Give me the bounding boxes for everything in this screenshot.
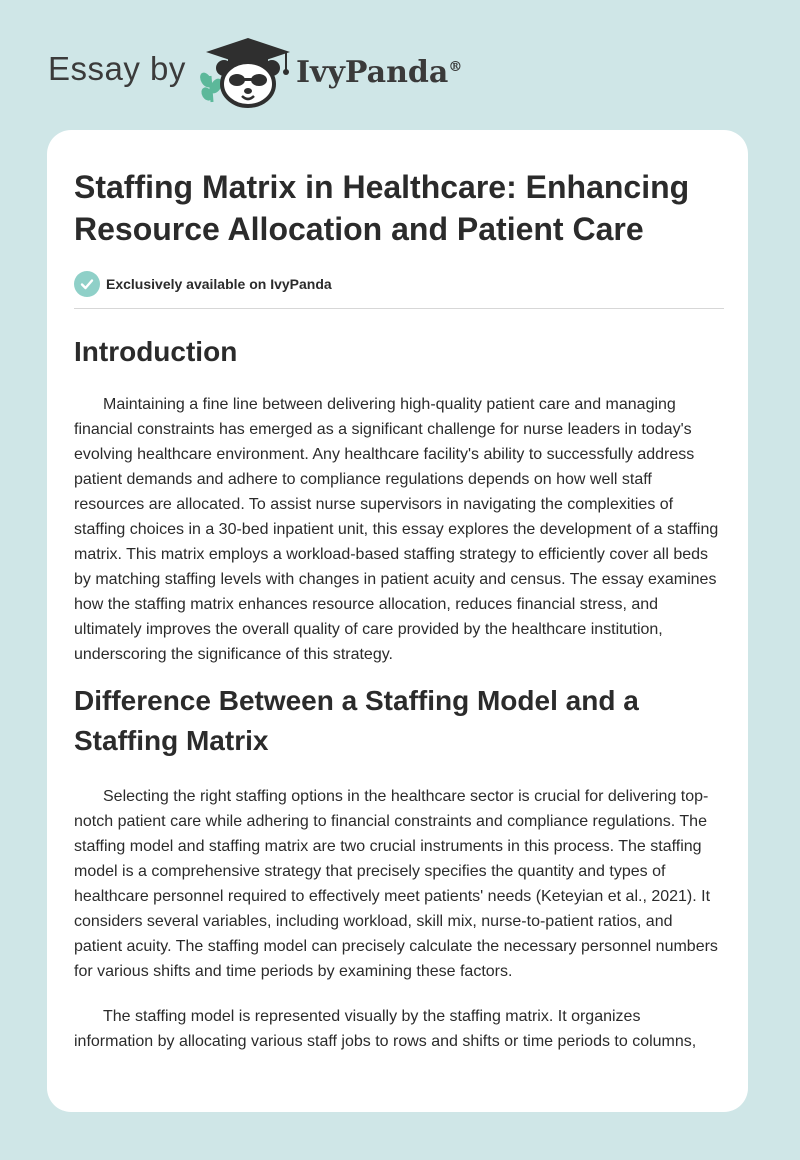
essay-card	[47, 130, 748, 1112]
section-heading-difference: Difference Between a Staffing Model and a Staffing Matrix	[74, 685, 639, 756]
exclusive-badge	[74, 270, 724, 298]
essay-by-label: Essay by	[48, 50, 186, 87]
site-header	[0, 0, 800, 120]
essay-content	[74, 166, 724, 1054]
brand-name[interactable]: IvyPanda®	[296, 55, 463, 90]
panda-logo-icon[interactable]	[198, 36, 296, 110]
exclusive-badge-text: Exclusively available on IvyPanda	[106, 276, 332, 292]
paragraph-introduction: Maintaining a fine line between delivering high-quality patient care and managing financial constraints has emerged as a significant challenge for nurse leaders in today's evolving healthcare environment. Any healthcare facility's ability to successfully address patient demands and adhere to compliance regulations depends on how well staff resources are allocated. To assist nurse supervisors in navigating the complexities of staffing choices in a 30-bed inpatient unit, this essay explores the development of a staffing matrix. This matrix employs a workload-based staffing strategy to efficiently cover all beds by matching staffing levels with changes in patient acuity and census. The essay examines how the staffing matrix enhances resource allocation, reduces financial stress, and ultimately improves the overall quality of care provided by the healthcare institution, underscoring the significance of this strategy.	[74, 396, 719, 663]
registered-mark: ®	[448, 59, 463, 75]
section-heading-introduction: Introduction	[74, 336, 238, 367]
paragraph-difference-1: Selecting the right staffing options in the healthcare sector is crucial for delivering top-notch patient care while adhering to financial constraints and compliance regulations. The staffing model and staffing matrix are two crucial instruments in this process. The staffing model is a comprehensive strategy that precisely specifies the quantity and types of healthcare personnel required to effectively meet patients' needs (Keteyian et al., 2021). It considers several variables, including workload, skill mix, nurse-to-patient ratios, and patient acuity. The staffing model can precisely calculate the necessary personnel numbers for various shifts and time periods by examining these factors.	[74, 788, 718, 980]
check-icon	[74, 271, 100, 297]
divider	[74, 308, 724, 309]
essay-title: Staffing Matrix in Healthcare: Enhancing Resource Allocation and Patient Care	[74, 169, 690, 247]
paragraph-difference-2: The staffing model is represented visually by the staffing matrix. It organizes information by allocating various staff jobs to rows and shifts or time periods to columns,	[74, 1008, 697, 1050]
